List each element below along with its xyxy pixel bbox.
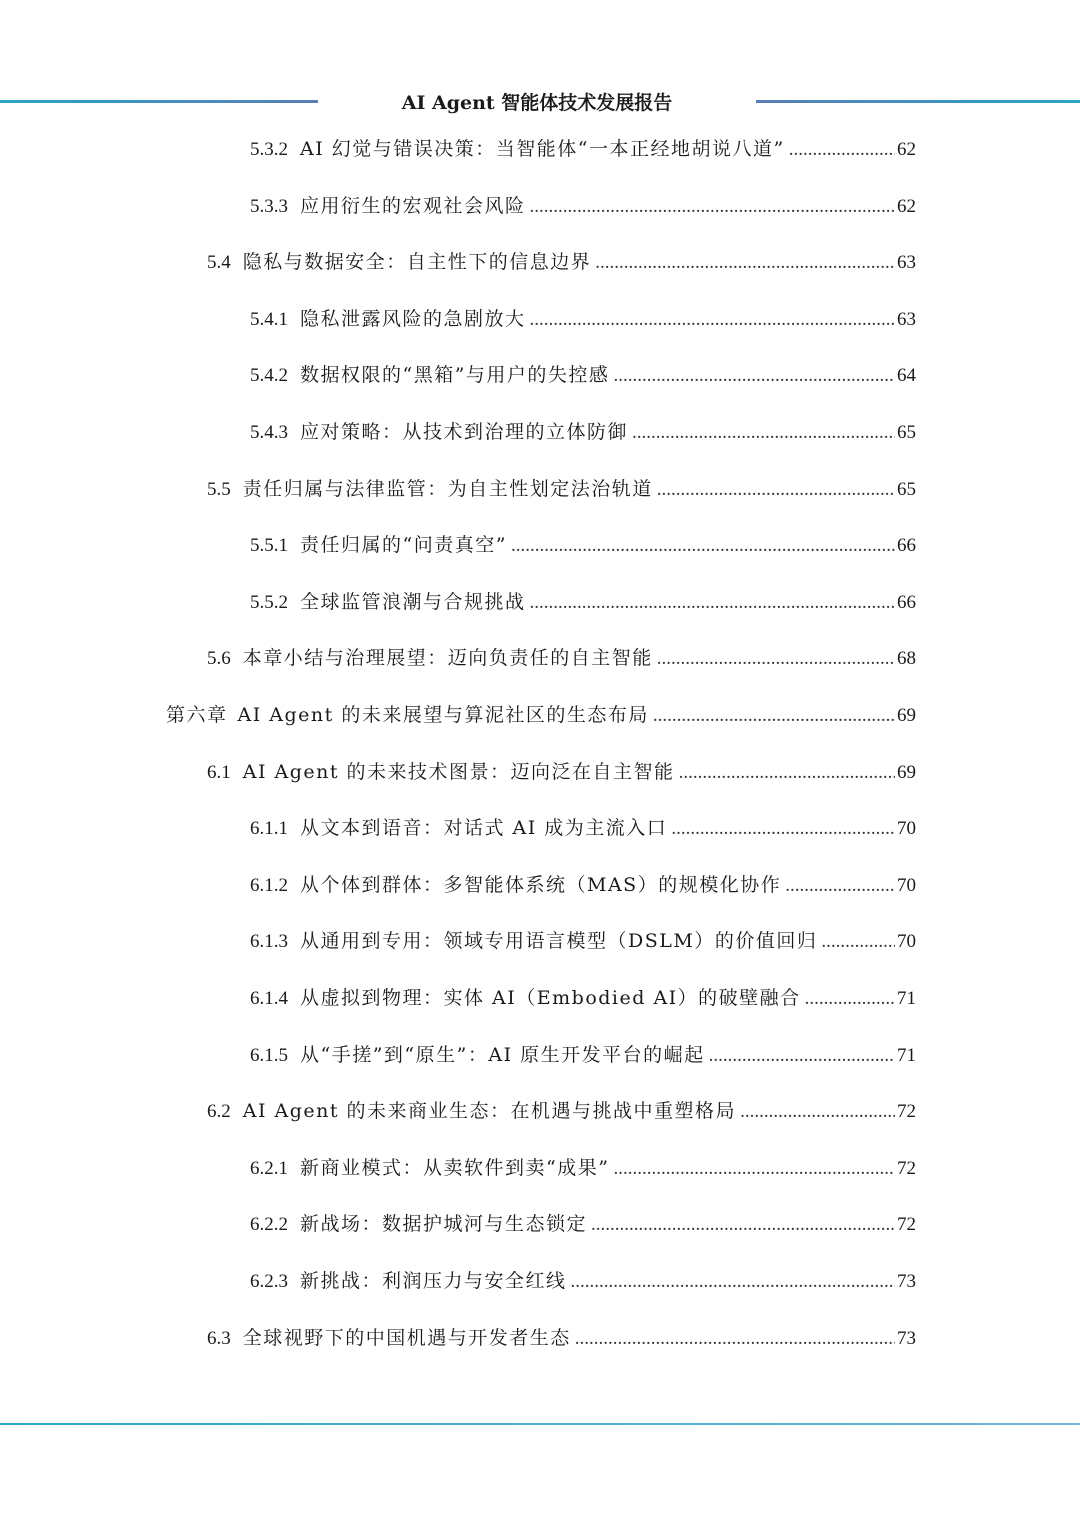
toc-entry-page: 69 — [897, 705, 916, 726]
toc-entry-title: AI 幻觉与错误决策：当智能体“一本正经地胡说八道” — [300, 138, 785, 160]
toc-dot-leader — [613, 1151, 895, 1187]
toc-entry-title: AI Agent 的未来商业生态：在机遇与挑战中重塑格局 — [242, 1100, 737, 1123]
toc-entry[interactable] — [250, 923, 916, 959]
toc-entry-page: 72 — [897, 1214, 916, 1236]
toc-dot-leader — [591, 1207, 895, 1243]
toc-dot-leader — [530, 585, 895, 621]
toc-entry-title: 从通用到专用：领域专用语言模型（DSLM）的价值回归 — [300, 930, 818, 953]
toc-entry[interactable] — [207, 754, 916, 790]
toc-entry[interactable] — [250, 1263, 916, 1299]
footer-rule — [0, 1423, 1080, 1425]
toc-entry[interactable] — [207, 1320, 916, 1356]
toc-entry-page: 64 — [897, 365, 916, 387]
toc-entry-page: 63 — [897, 252, 916, 274]
toc-entry[interactable] — [250, 188, 916, 224]
toc-dot-leader — [657, 472, 895, 508]
toc-entry-page: 66 — [897, 591, 916, 613]
toc-entry-number: 6.2 — [207, 1101, 231, 1123]
toc-dot-leader — [571, 1264, 895, 1300]
toc-entry-page: 66 — [897, 535, 916, 557]
toc-entry-title: 新商业模式：从卖软件到卖“成果” — [300, 1156, 610, 1179]
toc-entry-title: 本章小结与治理展望：迈向负责任的自主智能 — [242, 647, 653, 670]
toc-entry-title: 全球监管浪潮与合规挑战 — [300, 590, 526, 613]
toc-entry-page: 65 — [897, 478, 916, 500]
toc-dot-leader — [805, 981, 895, 1017]
toc-entry[interactable] — [250, 1206, 916, 1242]
toc-entry[interactable] — [250, 1150, 916, 1186]
toc-entry-number: 6.1.5 — [250, 1044, 288, 1066]
toc-dot-leader — [632, 415, 895, 451]
toc-dot-leader — [789, 132, 895, 168]
toc-entry-page: 70 — [897, 818, 916, 840]
toc-entry-number: 5.3.3 — [250, 195, 288, 217]
toc-entry-page: 71 — [897, 1044, 916, 1066]
toc-dot-leader — [653, 698, 895, 734]
toc-entry-number: 6.2.3 — [250, 1271, 288, 1292]
toc-dot-leader — [511, 528, 895, 564]
toc-entry-page: 65 — [897, 422, 916, 443]
toc-entry-page: 70 — [897, 874, 916, 896]
toc-entry-title: 新挑战：利润压力与安全红线 — [300, 1270, 567, 1292]
toc-entry-title: 应对策略：从技术到治理的立体防御 — [300, 421, 629, 443]
toc-entry-page: 73 — [897, 1327, 916, 1349]
toc-entry-title: 应用衍生的宏观社会风险 — [300, 194, 526, 217]
header-rule-left — [0, 100, 318, 103]
toc-entry-number: 6.1.1 — [250, 818, 288, 840]
toc-entry[interactable] — [207, 640, 916, 676]
toc-entry-number: 第六章 — [166, 704, 228, 726]
toc-entry-title: 新战场：数据护城河与生态锁定 — [300, 1213, 588, 1236]
toc-entry-page: 68 — [897, 648, 916, 670]
toc-entry-number: 6.2.2 — [250, 1214, 288, 1236]
toc-entry-title: 从“手搓”到“原生”：AI 原生开发平台的崛起 — [300, 1043, 705, 1066]
toc-entry-title: 从个体到群体：多智能体系统（MAS）的规模化协作 — [300, 873, 782, 896]
toc-dot-leader — [740, 1094, 895, 1130]
toc-entry[interactable] — [207, 244, 916, 280]
toc-entry-number: 5.4.1 — [250, 308, 288, 330]
toc-entry-page: 71 — [897, 988, 916, 1009]
toc-entry-number: 6.2.1 — [250, 1157, 288, 1179]
toc-entry[interactable] — [207, 471, 916, 507]
toc-entry-page: 63 — [897, 308, 916, 330]
header-rule-right — [756, 100, 1080, 103]
toc-entry[interactable] — [250, 527, 916, 563]
toc-dot-leader — [785, 868, 895, 904]
toc-entry-page: 72 — [897, 1157, 916, 1179]
toc-entry-page: 62 — [897, 195, 916, 217]
toc-entry-title: 全球视野下的中国机遇与开发者生态 — [242, 1326, 571, 1349]
toc-entry-number: 5.4 — [207, 252, 231, 274]
toc-dot-leader — [657, 641, 895, 677]
toc-entry-number: 5.6 — [207, 648, 231, 670]
toc-entry[interactable] — [207, 1093, 916, 1129]
toc-entry-number: 6.1.2 — [250, 874, 288, 896]
toc-entry[interactable] — [250, 414, 916, 450]
toc-dot-leader — [530, 189, 895, 225]
toc-entry-title: 责任归属与法律监管：为自主性划定法治轨道 — [242, 477, 653, 500]
toc-entry[interactable] — [250, 810, 916, 846]
toc-entry-page: 73 — [897, 1271, 916, 1292]
toc-entry-number: 5.5.2 — [250, 591, 288, 613]
toc-dot-leader — [671, 811, 895, 847]
toc-entry[interactable] — [166, 697, 916, 733]
toc-entry-number: 5.5.1 — [250, 535, 288, 557]
toc-entry-title: 隐私泄露风险的急剧放大 — [300, 307, 526, 330]
toc-entry-title: 从虚拟到物理：实体 AI（Embodied AI）的破壁融合 — [300, 987, 801, 1009]
toc-entry-page: 62 — [897, 139, 916, 160]
toc-entry-page: 70 — [897, 931, 916, 953]
toc-entry[interactable] — [250, 584, 916, 620]
toc-entry-number: 5.4.2 — [250, 365, 288, 387]
toc-entry-number: 6.1.3 — [250, 931, 288, 953]
toc-entry-page: 69 — [897, 761, 916, 783]
toc-entry-number: 5.3.2 — [250, 139, 288, 160]
toc-entry-number: 6.1 — [207, 761, 231, 783]
toc-dot-leader — [821, 924, 895, 960]
toc-entry-page: 72 — [897, 1101, 916, 1123]
toc-dot-leader — [530, 302, 895, 338]
page-header-title: AI Agent 智能体技术发展报告 — [401, 92, 673, 114]
toc-entry-number: 6.1.4 — [250, 988, 288, 1009]
toc-entry[interactable] — [250, 301, 916, 337]
toc-dot-leader — [679, 755, 895, 791]
toc-dot-leader — [575, 1321, 895, 1357]
toc-entry-title: 数据权限的“黑箱”与用户的失控感 — [300, 364, 610, 387]
toc-entry[interactable] — [250, 1037, 916, 1073]
toc-dot-leader — [613, 358, 895, 394]
toc-entry[interactable] — [250, 867, 916, 903]
toc-entry-title: AI Agent 的未来技术图景：迈向泛在自主智能 — [242, 760, 675, 783]
toc-entry[interactable] — [250, 357, 916, 393]
toc-entry[interactable] — [250, 980, 916, 1016]
toc-entry-title: 责任归属的“问责真空” — [300, 534, 507, 557]
toc-entry-title: 从文本到语音：对话式 AI 成为主流入口 — [300, 817, 668, 840]
toc-dot-leader — [595, 245, 895, 281]
toc-entry-number: 5.4.3 — [250, 422, 288, 443]
toc-entry-number: 6.3 — [207, 1327, 231, 1349]
toc-dot-leader — [709, 1038, 895, 1074]
toc-entry-title: AI Agent 的未来展望与算泥社区的生态布局 — [237, 704, 649, 726]
toc-entry-title: 隐私与数据安全：自主性下的信息边界 — [242, 251, 592, 274]
toc-entry-number: 5.5 — [207, 478, 231, 500]
toc-entry[interactable] — [250, 131, 916, 167]
